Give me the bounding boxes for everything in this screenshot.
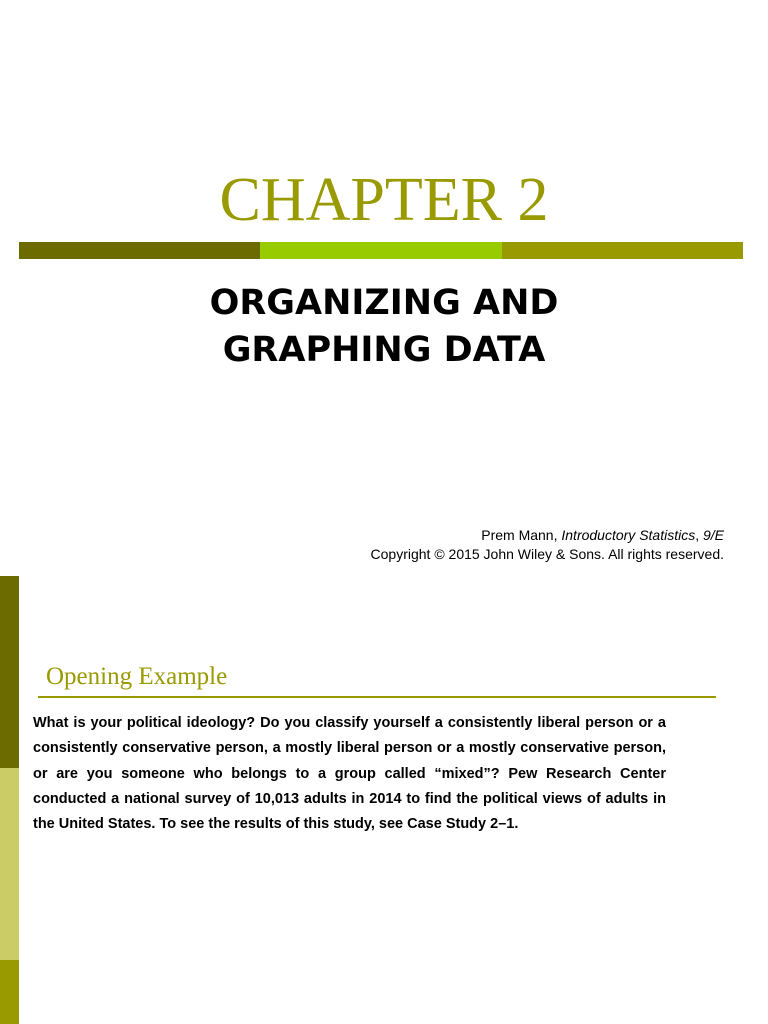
divider-segment-lime [260, 242, 501, 259]
author-name: Prem Mann, [481, 527, 562, 543]
opening-example-slide [0, 576, 768, 1024]
heading-underline [38, 696, 716, 698]
book-title: Introductory Statistics [561, 527, 696, 543]
credit-separator: , [695, 527, 703, 543]
book-credit [371, 526, 724, 545]
book-edition: 9/E [702, 527, 724, 543]
chapter-title: CHAPTER 2 [219, 166, 549, 234]
subtitle-line-1: ORGANIZING AND [209, 283, 559, 323]
divider-segment-dark [19, 242, 260, 259]
side-segment-light [0, 768, 19, 960]
opening-example-text: What is your political ideology? Do you classify yourself a consistently liberal person or a consistently conservative person, a mostly liberal person or a mostly conservative person, or are you someone who belongs to a group called “mixed”? Pew Research Center conducted a national survey of 10,013 adults in 2014 to find the political views of adults in the United States. To see the results of this study, see Case Study 2–1. [33, 715, 666, 833]
copyright-notice: Copyright © 2015 John Wiley & Sons. All rights reserved. [370, 546, 724, 562]
tricolor-divider [19, 242, 743, 259]
side-segment-olive [0, 960, 19, 1024]
section-heading: Opening Example [46, 663, 228, 690]
side-accent-bar [0, 576, 19, 1024]
chapter-subtitle [0, 280, 768, 374]
divider-segment-olive [502, 242, 743, 259]
credit-block [371, 526, 724, 564]
subtitle-line-2: GRAPHING DATA [222, 330, 546, 370]
side-segment-dark [0, 576, 19, 768]
